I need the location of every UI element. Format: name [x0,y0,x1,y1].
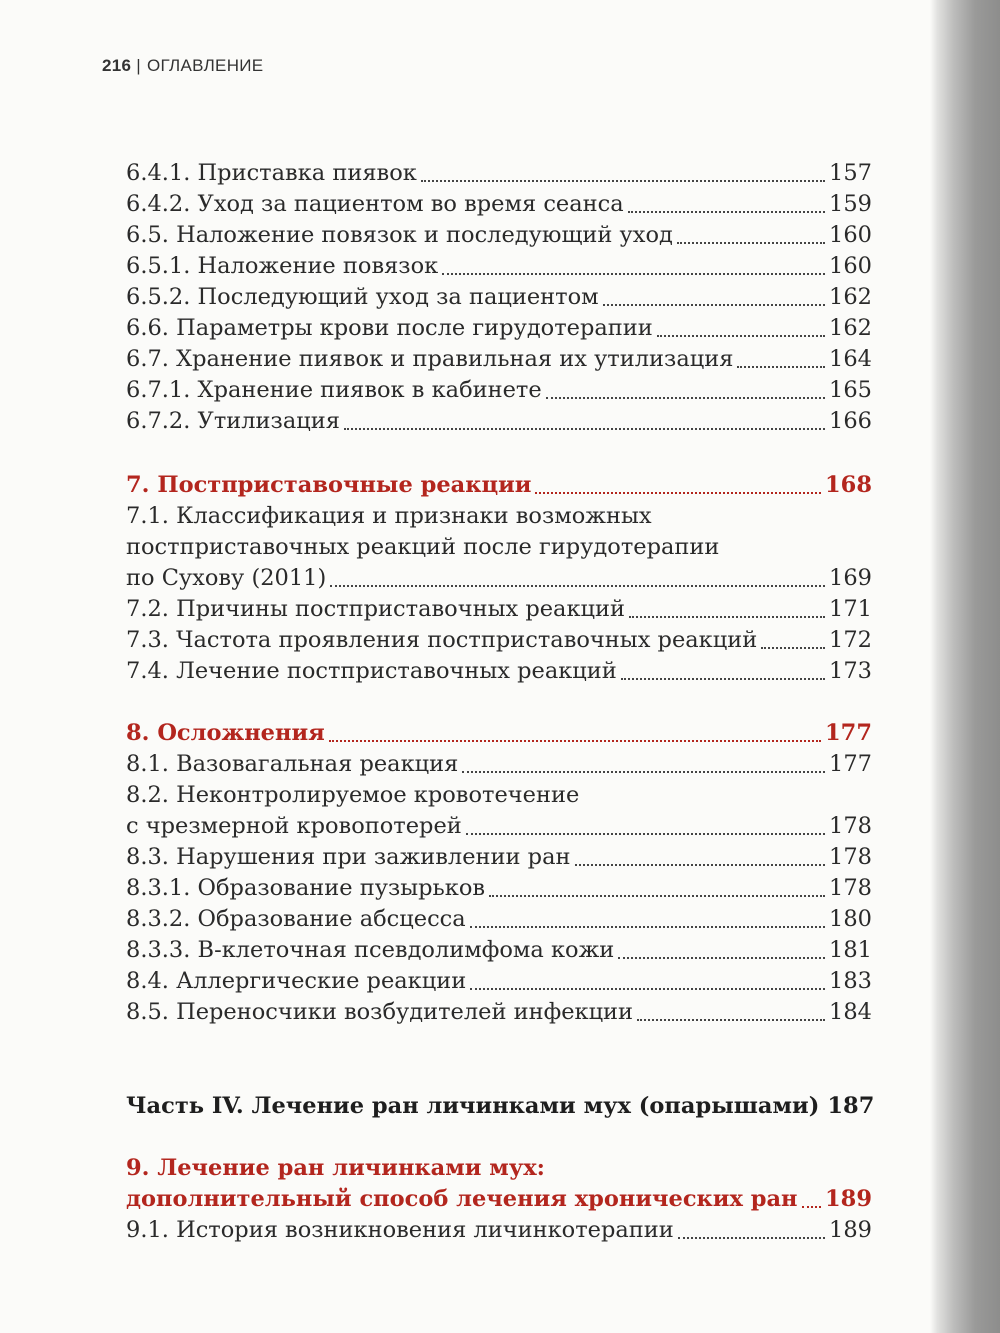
toc-chapter-heading[interactable]: дополнительный способ лечения хронических ран 189 [126,1186,872,1212]
toc-entry[interactable]: 6.5.2. Последующий уход за пациентом 162 [126,284,872,310]
toc-entry[interactable]: 6.6. Параметры крови после гирудотерапии 162 [126,315,872,341]
separator: | [136,56,141,75]
toc-entry[interactable]: 8.5. Переносчики возбудителей инфекции 184 [126,999,872,1025]
toc-entry[interactable]: по Сухову (2011) 169 [126,565,872,591]
toc-entry[interactable]: 6.5.1. Наложение повязок 160 [126,253,872,279]
toc-entry[interactable]: 8.1. Вазовагальная реакция 177 [126,751,872,777]
toc-entry[interactable]: с чрезмерной кровопотерей 178 [126,813,872,839]
toc-entry[interactable]: 6.7. Хранение пиявок и правильная их утилизация 164 [126,346,872,372]
toc-entry[interactable]: 8.3.2. Образование абсцесса 180 [126,906,872,932]
toc-entry-line: 8.2. Неконтролируемое кровотечение [126,782,580,808]
toc-entry[interactable]: 8.3. Нарушения при заживлении ран 178 [126,844,872,870]
toc-entry-line: 7.1. Классификация и признаки возможных [126,503,652,529]
toc-chapter-heading[interactable]: 7. Постприставочные реакции 168 [126,472,872,498]
toc-part-heading[interactable]: Часть IV. Лечение ран личинками мух (опарышами) 187 [126,1093,875,1119]
toc-entry[interactable]: 8.4. Аллергические реакции 183 [126,968,872,994]
toc-chapter-heading[interactable]: 8. Осложнения 177 [126,720,872,746]
toc-entry[interactable]: 7.3. Частота проявления постприставочных реакций 172 [126,627,872,653]
toc-entry-line: постприставочных реакций после гирудотерапии [126,534,720,560]
toc-entry[interactable]: 6.7.2. Утилизация 166 [126,408,872,434]
running-head [102,56,263,76]
toc-entry[interactable]: 6.5. Наложение повязок и последующий уход 160 [126,222,872,248]
page-number: 216 [102,56,132,75]
toc-chapter-heading-line: 9. Лечение ран личинками мух: [126,1155,545,1181]
toc-entry[interactable]: 7.2. Причины постприставочных реакций 171 [126,596,872,622]
toc-entry[interactable]: 8.3.3. В-клеточная псевдолимфома кожи 181 [126,937,872,963]
running-head-title: ОГЛАВЛЕНИЕ [146,56,264,75]
toc-entry[interactable]: 6.4.2. Уход за пациентом во время сеанса 159 [126,191,872,217]
toc-entry[interactable]: 6.4.1. Приставка пиявок 157 [126,160,872,186]
toc-entry[interactable]: 9.1. История возникновения личинкотерапии 189 [126,1217,872,1243]
book-spine-gutter [938,0,1000,1333]
toc-entry[interactable]: 8.3.1. Образование пузырьков 178 [126,875,872,901]
toc-entry[interactable]: 6.7.1. Хранение пиявок в кабинете 165 [126,377,872,403]
toc-entry[interactable]: 7.4. Лечение постприставочных реакций 173 [126,658,872,684]
